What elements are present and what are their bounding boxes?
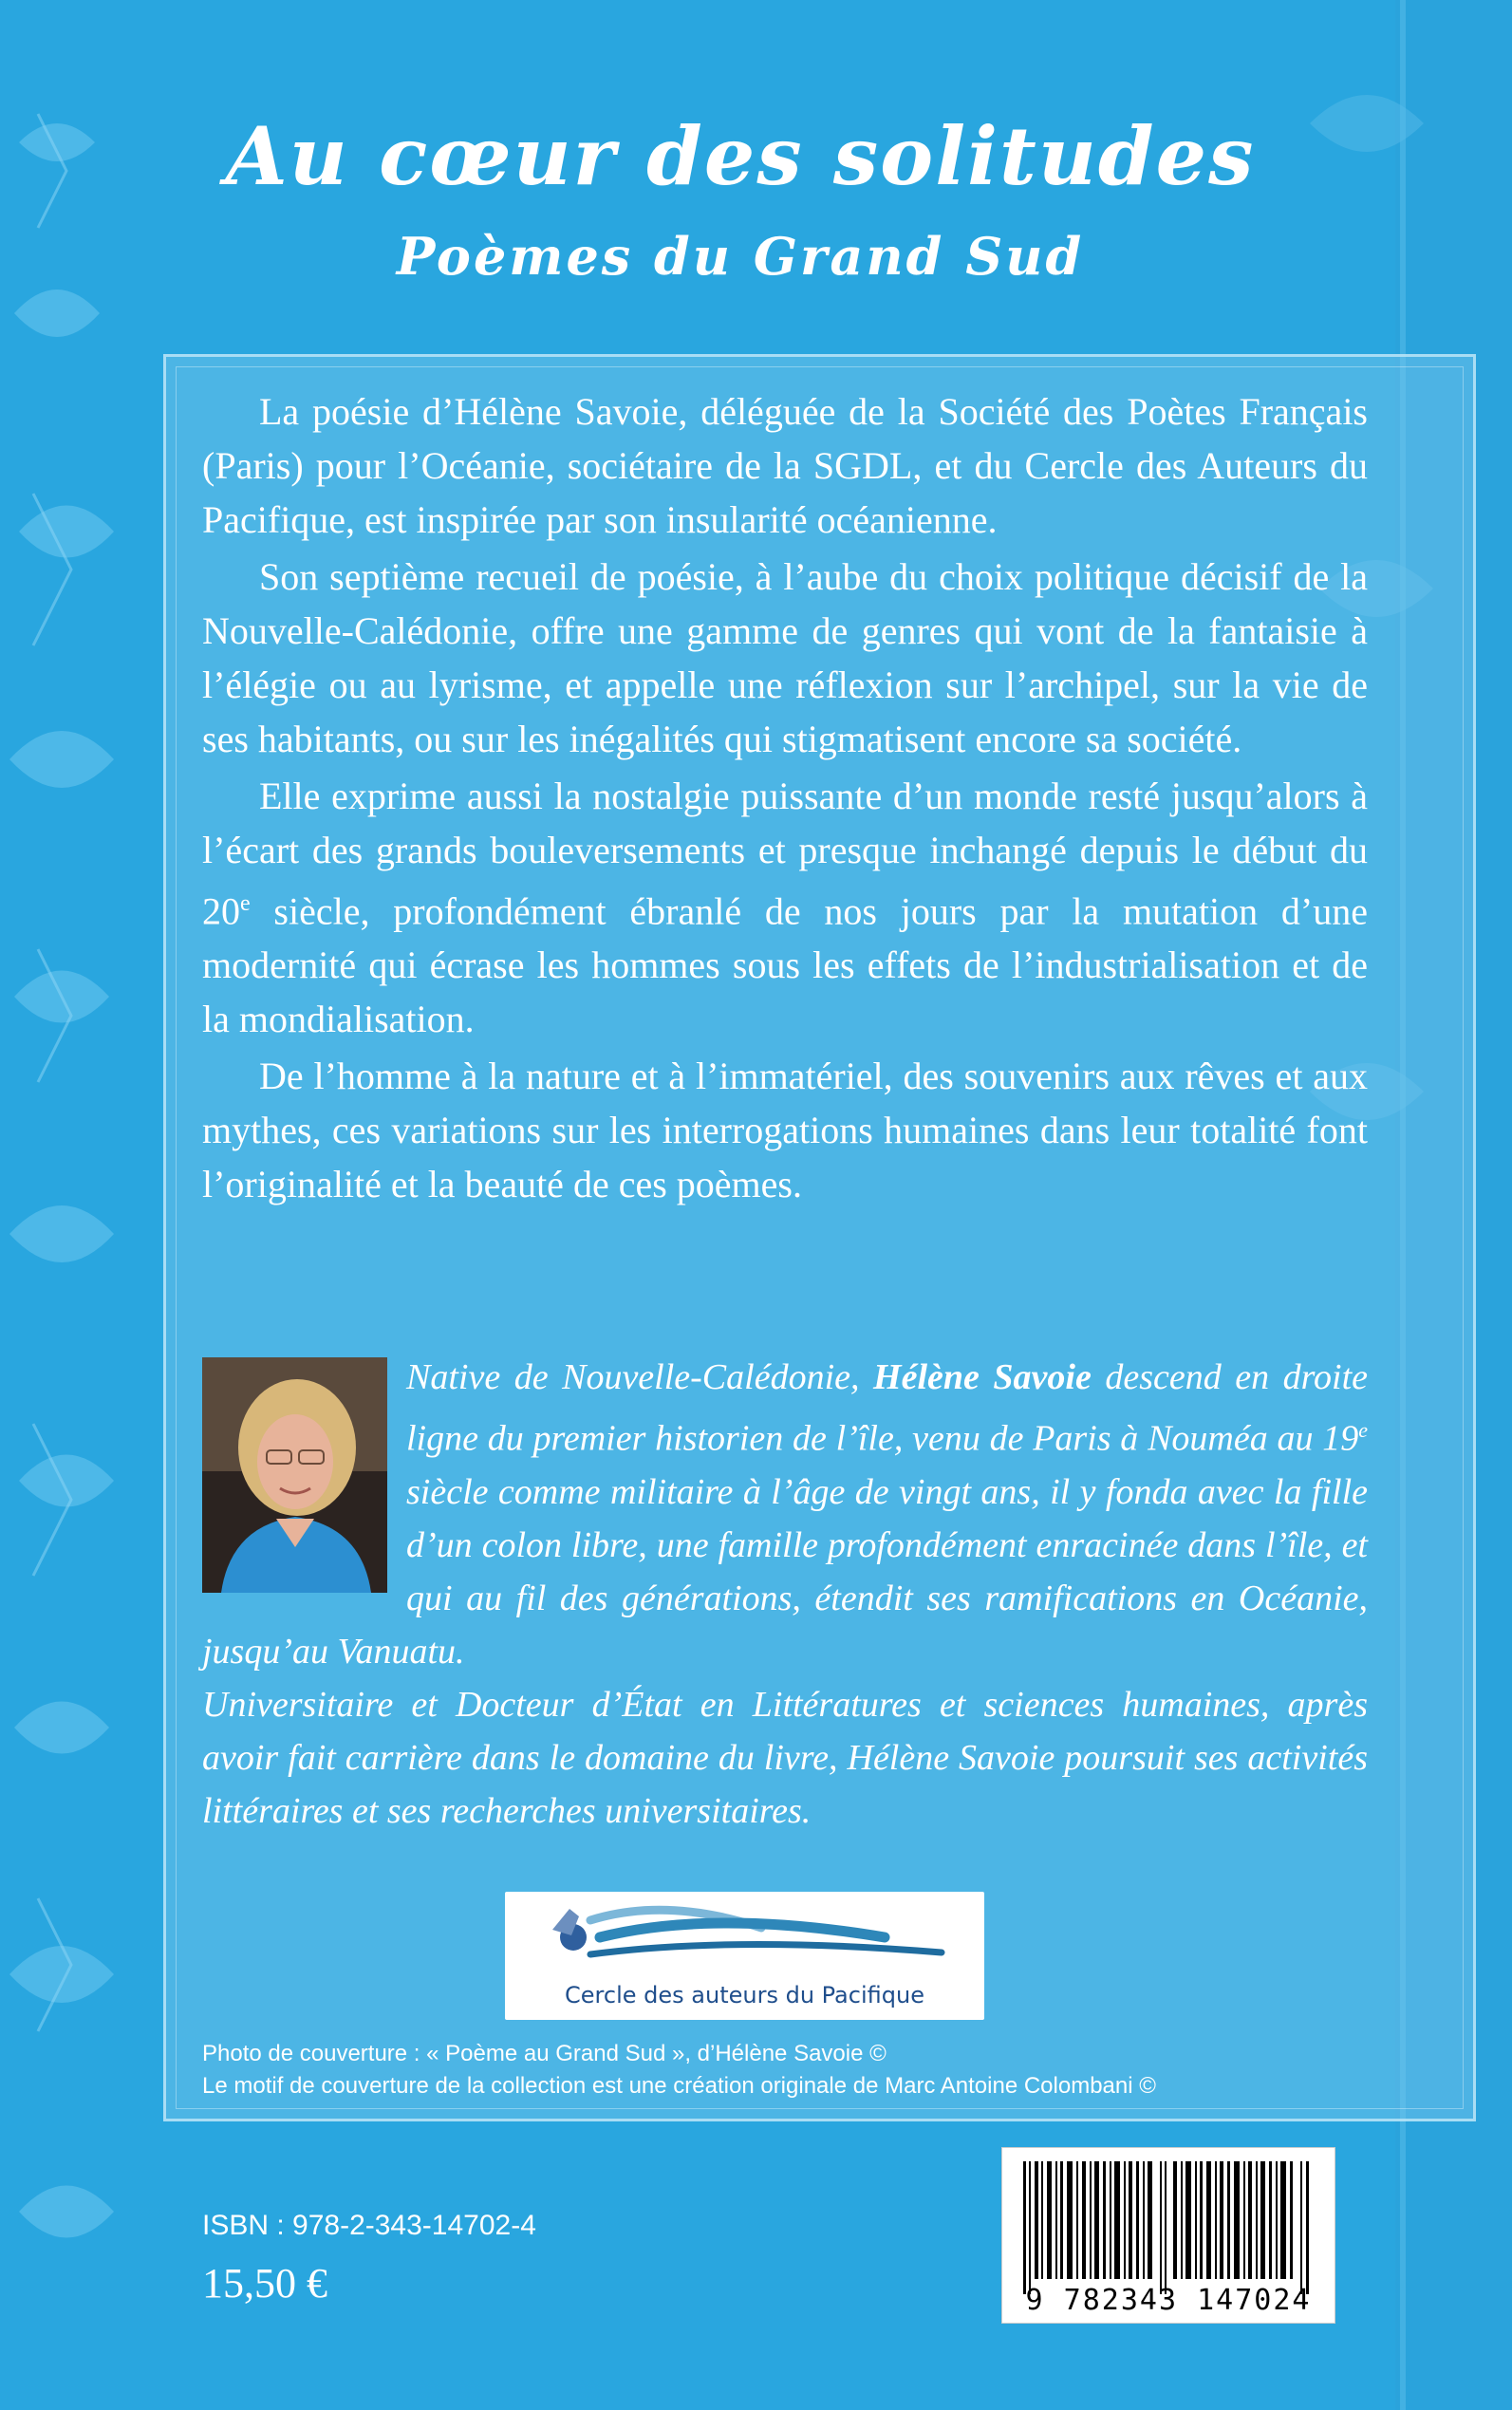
cover-credits — [202, 2038, 1436, 2102]
wave-logo-icon — [505, 1892, 984, 1982]
author-bio — [202, 1351, 1368, 1838]
barcode-digits: 9 782343 147024 — [1025, 2284, 1312, 2317]
bio-text-end: siècle comme militaire à l’âge de vingt ans, il y fonda avec la fille d’un colon libre, une famille profondément enracinée dans l’île, et qui au fil des générations, étendit ses ramifications en Océanie, jusqu’au Vanuatu. — [202, 1471, 1368, 1672]
author-name: Hélène Savoie — [873, 1357, 1092, 1397]
photo-spacer — [202, 1351, 406, 1590]
barcode — [1001, 2147, 1335, 2324]
credit-line-1: Photo de couverture : « Poème au Grand Sud », d’Hélène Savoie © — [202, 2041, 887, 2066]
credit-line-2: Le motif de couverture de la collection est une création originale de Marc Antoine Colombani © — [202, 2073, 1156, 2099]
bio-paragraph-2: Universitaire et Docteur d’État en Littératures et sciences humaines, après avoir fait carrière dans le domaine du livre, Hélène Savoie poursuit ses activités littéraires et ses recherches universitaires. — [202, 1684, 1368, 1831]
superscript-e-bio: e — [1358, 1418, 1368, 1442]
logo-caption: Cercle des auteurs du Pacifique — [565, 1982, 924, 2008]
bio-text-middle: descend en droite ligne du premier historien de l’île, venu de Paris à Nouméa au 19 — [406, 1357, 1368, 1459]
intro-paragraph-4: De l’homme à la nature et à l’immatériel, des souvenirs aux rêves et aux mythes, ces variations sur les interrogations humaines dans leur totalité font l’originalité et la beauté de ces poèmes. — [202, 1055, 1368, 1206]
intro-paragraph-2: Son septième recueil de poésie, à l’aube du choix politique décisif de la Nouvelle-Calédonie, offre une gamme de genres qui vont de la fantaisie à l’élégie ou au lyrisme, et appelle une réflexion sur l’archipel, sur la vie de ses habitants, ou sur les inégalités qui stigmatisent encore sa société. — [202, 555, 1368, 760]
bio-text-start: Native de Nouvelle-Calédonie, — [406, 1357, 874, 1397]
book-subtitle: Poèmes du Grand Sud — [396, 226, 1085, 287]
intro-paragraph-3-start: Elle exprime aussi la nostalgie puissante d’un monde resté jusqu’alors à l’écart des grands bouleversements et presque inchangé depuis le début du 20 — [202, 775, 1368, 933]
book-title: Au cœur des solitudes — [225, 109, 1256, 203]
isbn-number: ISBN : 978-2-343-14702-4 — [202, 2210, 536, 2241]
book-price: 15,50 € — [202, 2260, 327, 2307]
intro-paragraph-3-end: siècle, profondément ébranlé de nos jours par la mutation d’une modernité qui écrase les hommes sous les effets de l’industrialisation et de la mondialisation. — [202, 889, 1368, 1041]
intro-paragraph-3 — [202, 769, 1368, 1046]
intro-paragraph-1: La poésie d’Hélène Savoie, déléguée de la Société des Poètes Français (Paris) pour l’Océanie, sociétaire de la SGDL, et du Cercle des Auteurs du Pacifique, est inspirée par son insularité océanienne. — [202, 390, 1368, 541]
intro-text — [202, 384, 1368, 1214]
superscript-e: e — [240, 891, 251, 916]
publisher-logo — [505, 1892, 984, 2020]
